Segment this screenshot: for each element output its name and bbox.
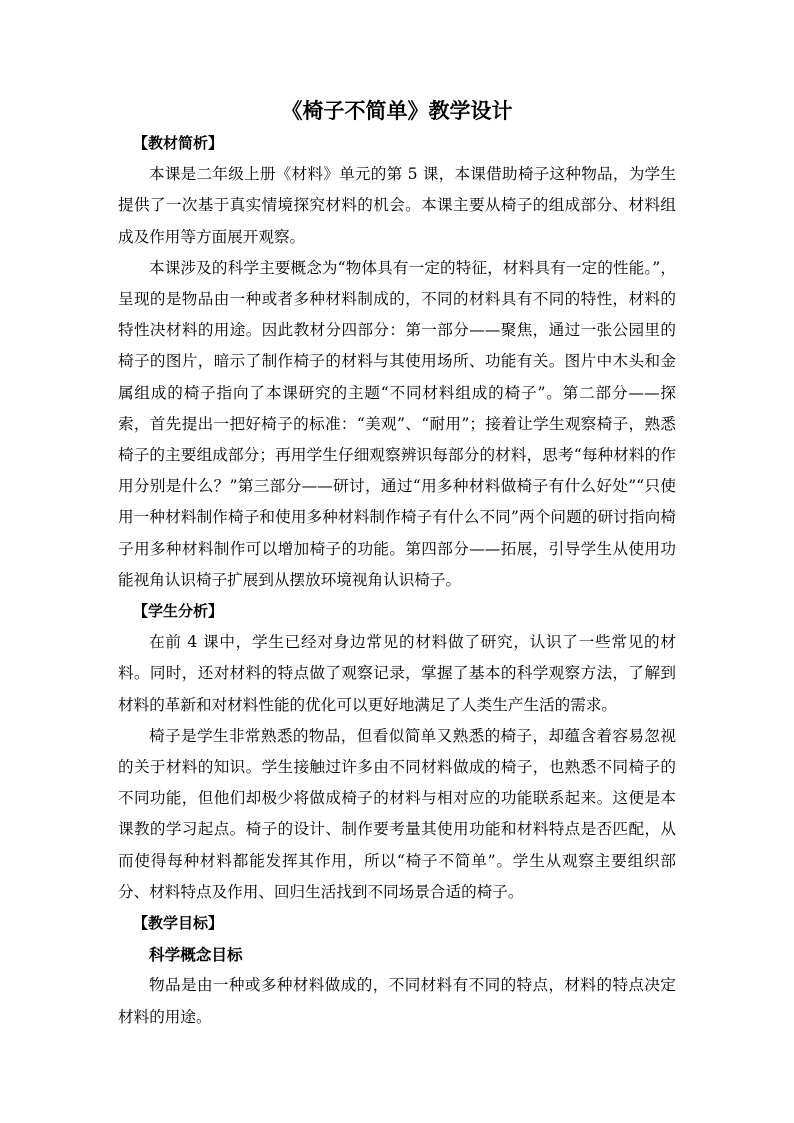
subheading-science-concept-goal: 科学概念目标	[149, 945, 243, 965]
document-body	[118, 128, 676, 1033]
section-heading-student-analysis: 【学生分析】	[133, 602, 224, 621]
section-heading-textbook-analysis: 【教材简析】	[133, 134, 224, 152]
paragraph: 本课涉及的科学主要概念为“物体具有一定的特征，材料具有一定的性能。”，呈现的是物品由一种或者多种材料制成的，不同的材料具有不同的特性，材料的特性决材料的用途。因此教材分四部分：第一部分——聚焦，通过一张公园里的椅子的图片，暗示了制作椅子的材料与其使用场所、功能有关。图片中木头和金属组成的椅子指向了本课研究的主题“不同材料组成的椅子”。第二部分——探索，首先提出一把好椅子的标准：“美观”、“耐用”；接着让学生观察椅子，熟悉椅子的主要组成部分；再用学生仔细观察辨识每部分的材料，思考“每种材料的作用分别是什么？”第三部分——研讨，通过“用多种材料做椅子有什么好处”“只使用一种材料制作椅子和使用多种材料制作椅子有什么不同”两个问题的研讨指向椅子用多种材料制作可以增加椅子的功能。第四部分——拓展，引导学生从使用功能视角认识椅子扩展到从摆放环境视角认识椅子。	[118, 258, 676, 589]
section-heading-teaching-goals: 【教学目标】	[133, 914, 224, 933]
document-title: 《椅子不简单》教学设计	[281, 98, 513, 123]
paragraph: 椅子是学生非常熟悉的物品，但看似简单又熟悉的椅子，却蕴含着容易忽视的关于材料的知识。学生接触过许多由不同材料做成的椅子，也熟悉不同椅子的不同功能，但他们却极少将做成椅子的材料与相对应的功能联系起来。这便是本课教的学习起点。椅子的设计、制作要考量其使用功能和材料特点是否匹配，从而使得每种材料都能发挥其作用，所以“椅子不简单”。学生从观察主要组织部分、材料特点及作用、回归生活找到不同场景合适的椅子。	[118, 726, 676, 901]
paragraph: 物品是由一种或多种材料做成的，不同材料有不同的特点，材料的特点决定材料的用途。	[118, 976, 676, 1026]
paragraph: 在前 4 课中，学生已经对身边常见的材料做了研究，认识了一些常见的材料。同时，还对材料的特点做了观察记录，掌握了基本的科学观察方法，了解到材料的革新和对材料性能的优化可以更好地满足了人类生产生活的需求。	[118, 633, 676, 714]
paragraph: 本课是二年级上册《材料》单元的第 5 课，本课借助椅子这种物品，为学生提供了一次基于真实情境探究材料的机会。本课主要从椅子的组成部分、材料组成及作用等方面展开观察。	[118, 165, 676, 246]
